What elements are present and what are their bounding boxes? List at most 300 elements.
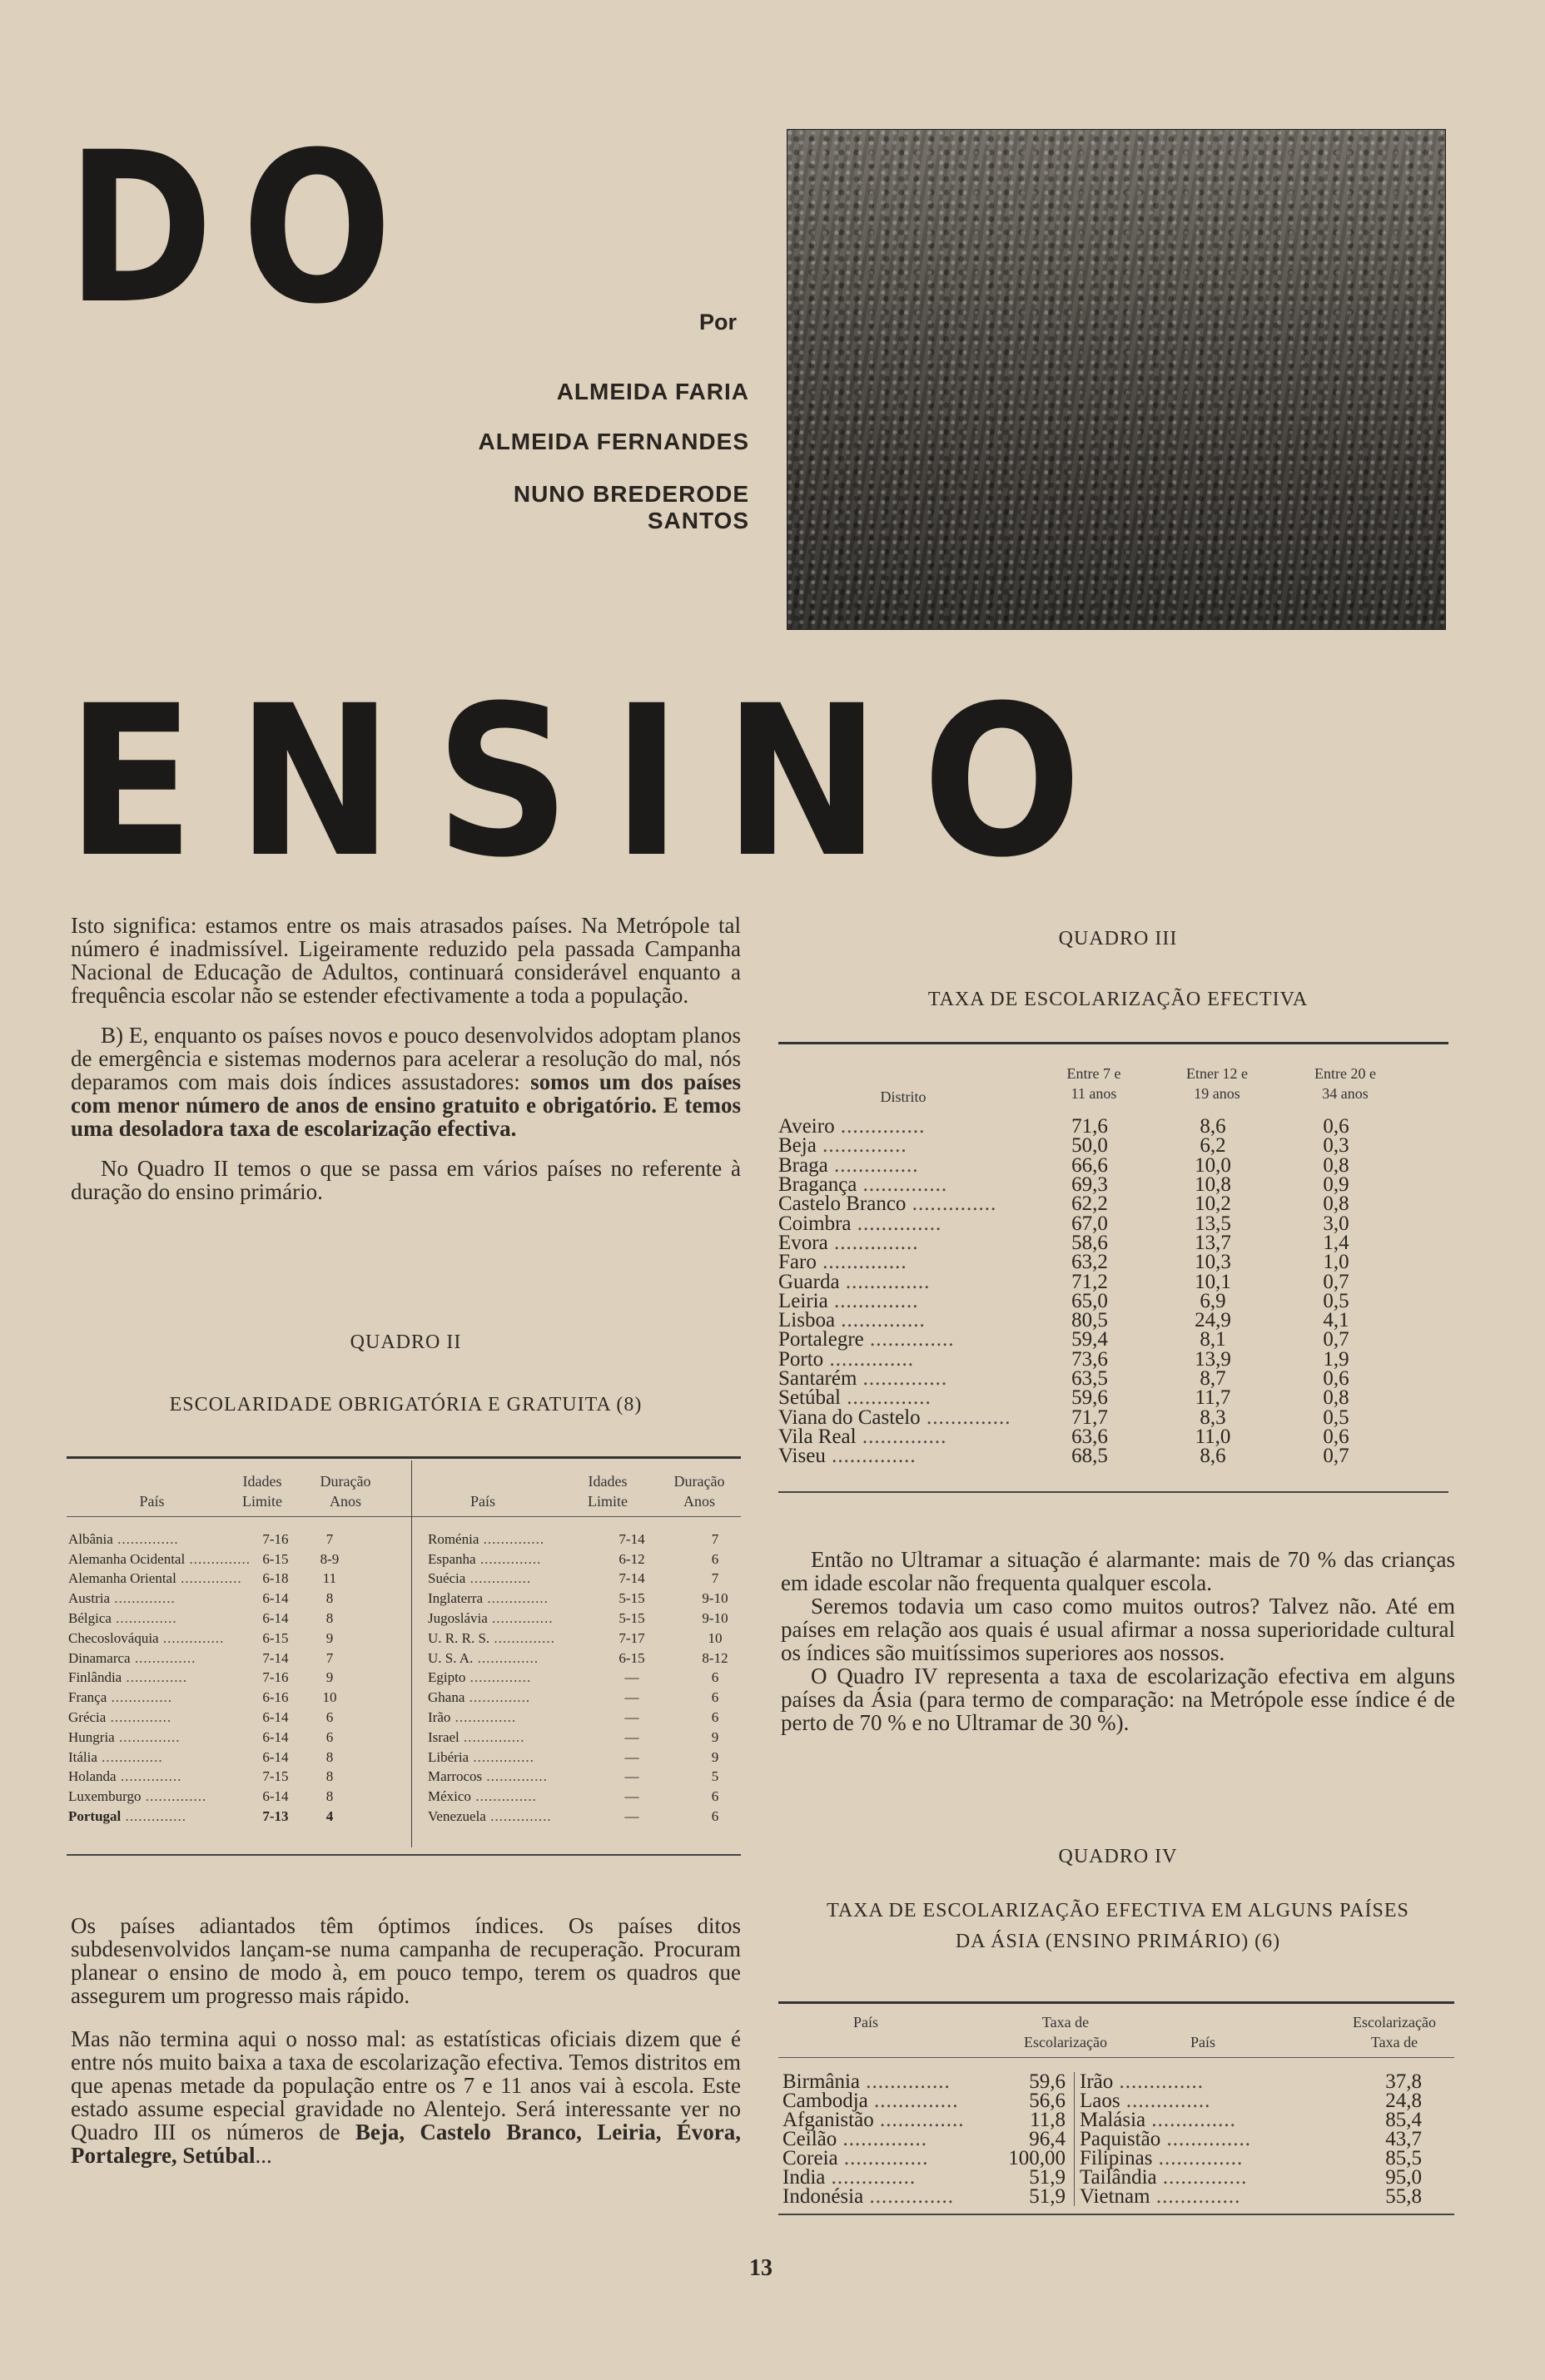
q4-country-left: Indonésia ..............	[782, 2185, 954, 2208]
q2-country-text: Libéria	[428, 1748, 469, 1765]
q2-duracao: 9	[711, 1728, 719, 1745]
q2-row	[68, 1768, 359, 1787]
q3-distrito: Leiria ..............	[778, 1289, 919, 1312]
q4-taxa-right: 24,8	[1385, 2090, 1422, 2112]
q4-taxa-right: 55,8	[1385, 2185, 1422, 2208]
q3-distrito: Lisboa ..............	[778, 1309, 926, 1332]
q2-duracao: 6	[711, 1689, 719, 1706]
q2-row	[416, 1549, 753, 1569]
q3-distrito-text: Porto	[778, 1347, 824, 1371]
q2-duracao: 6	[325, 1709, 334, 1726]
q3-distrito: Porto ..............	[778, 1347, 914, 1371]
q3-val-20-34: 0,5	[1323, 1289, 1349, 1312]
column-left-bottom	[71, 1914, 741, 2179]
q2-head-pais-right	[412, 1471, 554, 1511]
q2-limite: 7-14	[262, 1649, 289, 1666]
q2-duracao: 9	[325, 1669, 334, 1686]
q3-val-20-34: 0,3	[1323, 1134, 1349, 1158]
q3-val-20-34: 0,8	[1323, 1192, 1349, 1216]
q2-row	[416, 1787, 753, 1807]
q4-taxa-left: 59,6	[1029, 2070, 1066, 2093]
q2-row	[416, 1609, 753, 1629]
q2-duracao: 6	[325, 1728, 334, 1745]
quadro-3-label: QUADRO III	[1058, 928, 1178, 950]
q3-distrito: Santarém ..............	[778, 1367, 948, 1390]
q2-row	[68, 1668, 359, 1688]
q3-distrito: Portalegre ..............	[778, 1328, 955, 1351]
q4-taxa-left: 11,8	[1030, 2109, 1066, 2131]
q2-head-duracao-right	[658, 1471, 741, 1511]
q2-country-text: Holanda	[68, 1768, 117, 1785]
q2-country: Jugoslávia ..............	[428, 1610, 554, 1627]
q4-h-pais: País	[852, 2014, 878, 2030]
q2-limite: 6-14	[262, 1610, 289, 1627]
q2-country: Egipto ..............	[428, 1669, 532, 1686]
quadro-2-table-right	[416, 1530, 753, 1827]
q2-country: Israel ..............	[428, 1728, 525, 1745]
author-3: NUNO BREDERODE SANTOS	[513, 481, 749, 533]
q3-distrito-text: Lisboa	[778, 1309, 836, 1332]
q2-country: Checoslováquia ..............	[68, 1629, 225, 1646]
q2-row	[416, 1807, 753, 1827]
q3-row	[778, 1311, 1398, 1330]
q2-h-pais-2: País	[469, 1493, 495, 1510]
paragraph-5-end: ...	[255, 2143, 272, 2168]
q2-limite: 7-16	[262, 1669, 289, 1686]
q2-row	[68, 1589, 359, 1609]
q2-limite: 5-15	[618, 1590, 645, 1607]
q2-country-text: Bélgica	[68, 1610, 112, 1627]
q2-limite: —	[624, 1689, 639, 1706]
q3-head-c3	[1279, 1064, 1412, 1103]
q4-taxa-right: 95,0	[1385, 2166, 1422, 2189]
q4-country-right-text: Irão	[1080, 2070, 1114, 2093]
q3-val-7-11: 59,4	[1071, 1328, 1108, 1351]
q3-distrito: Setúbal ..............	[778, 1386, 931, 1410]
q2-country-text: Suécia	[428, 1570, 466, 1587]
q2-country-text: Alemanha Oriental	[68, 1570, 176, 1587]
q2-country: Finlândia ..............	[68, 1669, 187, 1686]
q2-country: Alemanha Ocidental ..............	[68, 1550, 251, 1567]
q2-row	[68, 1728, 359, 1748]
q4-taxa-right: 85,4	[1385, 2109, 1422, 2131]
q2-country-text: Espanha	[428, 1550, 476, 1567]
q3-distrito-text: Braga	[778, 1153, 828, 1177]
q3-val-20-34: 1,9	[1323, 1347, 1349, 1371]
q3-distrito: Faro ..............	[778, 1251, 907, 1274]
q3-val-20-34: 0,8	[1323, 1153, 1349, 1177]
q2-row	[68, 1807, 359, 1827]
q4-country-right: Tailândia ..............	[1075, 2168, 1251, 2187]
q2-row	[416, 1569, 753, 1589]
q3-val-20-34: 4,1	[1323, 1309, 1349, 1332]
q4-taxa-left: 100,00	[1008, 2147, 1066, 2169]
paragraph-2	[71, 1024, 741, 1140]
q4-country-right: Malásia ..............	[1075, 2110, 1251, 2130]
q3-distrito: Castelo Branco ..............	[778, 1192, 997, 1216]
q4-country-left-text: Indonésia	[782, 2185, 864, 2208]
q2-limite: 7-16	[262, 1530, 289, 1547]
q2-duracao: 8	[325, 1748, 334, 1765]
quadro-3-title: TAXA DE ESCOLARIZAÇÃO EFECTIVA	[927, 989, 1309, 1010]
q3-distrito-text: Setúbal	[778, 1386, 841, 1410]
q2-head-duracao-left	[287, 1471, 404, 1511]
q3-h-c1a: Entre 7 e	[1066, 1065, 1121, 1082]
q2-row	[416, 1589, 753, 1609]
q2-country: Alemanha Oriental ..............	[68, 1570, 242, 1587]
q2-duracao: 6	[711, 1669, 719, 1686]
q2-country-text: Israel	[428, 1728, 460, 1745]
q2-row	[68, 1530, 359, 1549]
q3-val-12-19: 13,7	[1195, 1231, 1231, 1254]
q2-row	[68, 1609, 359, 1629]
q4-h-taxa: Taxa de	[1041, 2014, 1090, 2030]
q4-country-right: Vietnam ..............	[1075, 2187, 1251, 2206]
q4-country-left: Birmânia ..............	[782, 2070, 951, 2093]
q4-h-taxa-2: Taxa de	[1370, 2034, 1418, 2050]
q2-limite: —	[624, 1808, 639, 1825]
paragraph-r3: O Quadro IV representa a taxa de escolarização efectiva em alguns países da Ásia (para termo de comparação: na Metrópole esse índice é de perto de 70 % e no Ultramar de 30 %).	[781, 1664, 1455, 1735]
q2-limite: 6-18	[262, 1570, 289, 1587]
q2-country-text: U. S. A.	[428, 1649, 474, 1666]
q3-distrito-text: Beja	[778, 1134, 817, 1158]
q2-h-limite: Limite	[242, 1493, 282, 1510]
q3-row	[778, 1233, 1398, 1252]
q4-country-right-text: Laos	[1080, 2090, 1120, 2112]
q3-distrito: Guarda ..............	[778, 1270, 931, 1293]
q4-head-taxa-right	[1332, 2012, 1457, 2052]
quadro-2-label: QUADRO II	[350, 1331, 462, 1353]
q3-distrito-text: Faro	[778, 1251, 817, 1274]
q2-country-text: Dinamarca	[68, 1649, 131, 1666]
q2-country-text: México	[428, 1788, 471, 1805]
q2-row	[416, 1768, 753, 1787]
page-number: 13	[749, 2255, 772, 2281]
q3-val-20-34: 0,7	[1323, 1445, 1349, 1468]
q2-head-limite-right	[566, 1471, 649, 1511]
author-2: ALMEIDA FERNANDES	[478, 429, 749, 454]
q3-val-12-19: 8,6	[1200, 1115, 1226, 1138]
paragraph-r2: Seremos todavia um caso como muitos outros? Talvez não. Até em países em relação aos quais é usual afirmar a nossa superioridade cultural os índices são muitíssimos superiores aos nossos.	[781, 1594, 1455, 1665]
q3-val-20-34: 3,0	[1323, 1212, 1349, 1235]
q4-h-escol: Escolarização	[1024, 2034, 1107, 2050]
q2-country-text: Hungria	[68, 1728, 115, 1745]
q3-val-12-19: 8,3	[1200, 1406, 1226, 1429]
q3-distrito-text: Leiria	[778, 1289, 828, 1312]
q2-country-text: Ghana	[428, 1689, 465, 1706]
q3-val-12-19: 8,6	[1200, 1445, 1226, 1468]
crowd-photo	[787, 129, 1446, 630]
q2-country-text: Inglaterra	[428, 1590, 484, 1607]
q2-row	[68, 1549, 359, 1569]
title-do: DO	[67, 107, 421, 350]
q3-row	[778, 1369, 1398, 1388]
q3-row	[778, 1388, 1398, 1407]
paragraph-3: No Quadro II temos o que se passa em vários países no referente à duração do ensino primário.	[71, 1156, 741, 1204]
q2-duracao: 8	[325, 1768, 334, 1785]
q2-country: U. R. R. S. ..............	[428, 1629, 555, 1646]
q2-country-text: Marrocos	[428, 1768, 483, 1785]
q4-country-left: Ceilão ..............	[782, 2128, 928, 2150]
q2-country: Suécia ..............	[428, 1570, 532, 1587]
paragraph-5-bold: Beja, Castelo Branco, Leiria, Évora, Portalegre, Setúbal	[71, 2120, 741, 2168]
q2-country: Irão ..............	[428, 1709, 517, 1726]
q3-distrito-text: Portalegre	[778, 1328, 864, 1351]
paragraph-1: Isto significa: estamos entre os mais atrasados países. Na Metrópole tal número é inadmissível. Ligeiramente reduzido pela passada Campanha Nacional de Educação de Adultos, continuará considerável enquanto a frequência escolar não se estender efectivamente a toda a população.	[71, 913, 741, 1008]
q3-val-7-11: 59,6	[1071, 1386, 1108, 1410]
q4-country-left: Coreia ..............	[782, 2147, 929, 2169]
q3-h-c2b: 19 anos	[1194, 1085, 1240, 1102]
q2-row	[416, 1748, 753, 1768]
q4-country-right-text: Filipinas	[1080, 2147, 1153, 2169]
q4-row	[782, 2168, 1422, 2187]
q4-country-left: Cambodja ..............	[782, 2090, 959, 2112]
q3-distrito: Coimbra ..............	[778, 1212, 942, 1235]
byline-por: Por	[699, 310, 738, 335]
q4-row	[782, 2149, 1422, 2168]
quadro-4-bottom-rule	[778, 2214, 1454, 2215]
quadro-3-bottom-rule	[778, 1491, 1448, 1493]
q2-h-anos: Anos	[329, 1493, 361, 1510]
q2-country: França ..............	[68, 1689, 173, 1706]
q3-distrito-text: Evora	[778, 1231, 828, 1254]
q2-duracao: 10	[708, 1629, 723, 1646]
q3-val-7-11: 80,5	[1071, 1309, 1108, 1332]
paragraph-2-text: B) E, enquanto os países novos e pouco desenvolvidos adoptam planos de emergência e sistemas modernos para acelerar a resolução do mal, nós deparamos com mais dois índices assustadores:	[71, 1023, 741, 1094]
q4-country-right: Laos ..............	[1075, 2091, 1251, 2110]
quadro-2-title: ESCOLARIDADE OBRIGATÓRIA E GRATUITA (8)	[169, 1394, 643, 1416]
q3-val-7-11: 71,7	[1071, 1406, 1108, 1429]
q2-country: Austria ..............	[68, 1590, 176, 1607]
q3-row	[778, 1117, 1398, 1136]
q3-val-12-19: 10,8	[1195, 1173, 1231, 1197]
q2-country: Roménia ..............	[428, 1530, 545, 1547]
q4-head-pais-right	[1136, 2012, 1269, 2052]
q2-h-pais: País	[139, 1493, 165, 1510]
q2-limite: —	[624, 1728, 639, 1745]
q4-country-right: Filipinas ..............	[1075, 2149, 1251, 2168]
q3-row	[778, 1194, 1398, 1213]
q2-duracao: 11	[322, 1570, 337, 1587]
quadro-4-top-rule	[778, 2001, 1454, 2004]
q2-row	[68, 1748, 359, 1768]
q3-distrito: Bragança ..............	[778, 1173, 948, 1197]
q4-country-left: Afganistão ..............	[782, 2109, 965, 2131]
q4-row	[782, 2072, 1422, 2091]
q4-h-pais-2: País	[1190, 2034, 1215, 2050]
q3-val-12-19: 10,3	[1195, 1251, 1231, 1274]
q3-distrito-text: Castelo Branco	[778, 1192, 907, 1216]
q2-duracao: 8	[325, 1590, 334, 1607]
q3-val-12-19: 10,2	[1195, 1192, 1231, 1216]
q3-val-12-19: 11,7	[1195, 1386, 1231, 1410]
q2-duracao: 8-12	[702, 1649, 728, 1666]
q3-val-12-19: 24,9	[1195, 1309, 1231, 1332]
q3-val-20-34: 0,8	[1323, 1386, 1349, 1410]
q3-val-7-11: 71,2	[1071, 1270, 1108, 1293]
q2-duracao: 8	[325, 1610, 334, 1627]
author-1: ALMEIDA FARIA	[556, 379, 749, 404]
q2-limite: 6-16	[262, 1689, 289, 1706]
q2-limite: —	[624, 1788, 639, 1805]
q2-row	[416, 1728, 753, 1748]
q2-row	[416, 1668, 753, 1688]
quadro-2-divider	[411, 1460, 412, 1847]
q3-h-c1b: 11 anos	[1071, 1085, 1117, 1102]
q2-row	[416, 1649, 753, 1668]
q2-duracao: 4	[325, 1808, 334, 1825]
q2-h-anos-2: Anos	[683, 1493, 715, 1510]
q2-country-text: Luxemburgo	[68, 1788, 142, 1805]
quadro-2-table-left	[68, 1530, 359, 1827]
q2-duracao: 9	[325, 1629, 334, 1646]
q4-country-left-text: Ceilão	[782, 2128, 837, 2150]
q4-taxa-right: 85,5	[1385, 2147, 1422, 2169]
q2-limite: 6-14	[262, 1748, 289, 1765]
quadro-2-bottom-rule	[67, 1854, 741, 1856]
q2-country-text: Alemanha Ocidental	[68, 1550, 186, 1567]
q2-duracao: 9-10	[702, 1590, 728, 1607]
q4-row	[782, 2110, 1422, 2130]
q2-h-idades: Idades	[242, 1473, 282, 1490]
q3-val-20-34: 0,5	[1323, 1406, 1349, 1429]
q2-country-text: Portugal	[68, 1808, 122, 1825]
q2-limite: 6-14	[262, 1590, 289, 1607]
q3-val-20-34: 1,4	[1323, 1231, 1349, 1254]
quadro-2-top-rule	[67, 1456, 741, 1459]
q4-country-right-text: Malásia	[1080, 2109, 1146, 2131]
q3-distrito: Aveiro ..............	[778, 1115, 926, 1138]
q2-row	[416, 1688, 753, 1708]
q3-distrito: Vila Real ..............	[778, 1425, 947, 1448]
q3-val-12-19: 8,1	[1200, 1328, 1226, 1351]
q2-country-text: França	[68, 1689, 107, 1706]
q3-distrito-text: Bragança	[778, 1173, 857, 1197]
q2-duracao: 6	[711, 1808, 719, 1825]
q2-row	[416, 1530, 753, 1549]
q3-row	[778, 1446, 1398, 1465]
quadro-2-head-rule	[67, 1516, 741, 1517]
q2-country-text: Grécia	[68, 1709, 107, 1726]
q3-val-12-19: 11,0	[1195, 1425, 1231, 1448]
q3-val-7-11: 62,2	[1071, 1192, 1108, 1216]
q2-limite: 7-13	[262, 1808, 289, 1825]
q2-row	[68, 1708, 359, 1728]
q2-limite: 6-15	[262, 1550, 289, 1567]
q2-limite: 6-12	[618, 1550, 645, 1567]
q2-limite: 7-14	[618, 1530, 645, 1547]
q2-country: Holanda ..............	[68, 1768, 182, 1785]
q4-head-taxa-left	[1003, 2012, 1128, 2052]
q4-taxa-right: 37,8	[1385, 2070, 1422, 2093]
q3-head-distrito	[778, 1067, 1028, 1107]
q2-limite: —	[624, 1748, 639, 1765]
q2-duracao: 8	[325, 1788, 334, 1805]
q2-country-text: Jugoslávia	[428, 1610, 488, 1627]
paragraph-5	[71, 2027, 741, 2167]
q2-country: Marrocos ..............	[428, 1768, 548, 1785]
q3-val-7-11: 63,2	[1071, 1251, 1108, 1274]
column-right-text	[781, 1548, 1455, 1746]
paragraph-r1: Então no Ultramar a situação é alarmante: mais de 70 % das crianças em idade escolar não frequenta qualquer escola.	[781, 1547, 1455, 1595]
q2-country: Hungria ..............	[68, 1728, 181, 1745]
q3-distrito: Viseu ..............	[778, 1445, 917, 1468]
q3-head-c2	[1155, 1064, 1279, 1103]
q2-duracao: 6	[711, 1709, 719, 1726]
q4-country-left: India ..............	[782, 2166, 917, 2189]
q4-country-right-text: Paquistão	[1080, 2128, 1161, 2150]
q2-row	[68, 1649, 359, 1668]
q3-row	[778, 1427, 1398, 1446]
q3-val-20-34: 0,6	[1323, 1367, 1349, 1390]
q3-val-7-11: 63,5	[1071, 1367, 1108, 1390]
q3-val-7-11: 50,0	[1071, 1134, 1108, 1158]
q3-row	[778, 1292, 1398, 1311]
q4-country-left-text: Afganistão	[782, 2109, 874, 2131]
q4-taxa-left: 51,9	[1029, 2166, 1066, 2189]
q3-head-c1	[1032, 1064, 1155, 1103]
q3-distrito: Viana do Castelo ..............	[778, 1406, 1011, 1429]
q2-limite: 6-14	[262, 1788, 289, 1805]
q3-distrito-text: Vila Real	[778, 1425, 857, 1448]
q2-country: Venezuela ..............	[428, 1808, 552, 1825]
q4-taxa-left: 96,4	[1029, 2128, 1066, 2150]
q2-country: Albânia ..............	[68, 1530, 179, 1547]
q3-distrito: Evora ..............	[778, 1231, 919, 1254]
quadro-4-head-rule	[778, 2057, 1454, 2058]
q2-country: Libéria ..............	[428, 1748, 534, 1765]
q4-row	[782, 2130, 1422, 2149]
q4-taxa-left: 56,6	[1029, 2090, 1066, 2112]
q2-row	[68, 1569, 359, 1589]
q4-country-left-text: Cambodja	[782, 2090, 868, 2112]
q4-country-left-text: Coreia	[782, 2147, 838, 2169]
q3-val-12-19: 13,5	[1195, 1212, 1231, 1235]
q2-country: Luxemburgo ..............	[68, 1788, 207, 1805]
q3-row	[778, 1156, 1398, 1175]
q2-country: Ghana ..............	[428, 1689, 531, 1706]
quadro-3-top-rule	[778, 1042, 1448, 1044]
q2-country: Inglaterra ..............	[428, 1590, 549, 1607]
q3-distrito: Beja ..............	[778, 1134, 907, 1158]
q3-row	[778, 1213, 1398, 1232]
q2-country: Bélgica ..............	[68, 1610, 177, 1627]
q2-row	[416, 1629, 753, 1649]
q2-duracao: 6	[711, 1550, 719, 1567]
q3-val-20-34: 0,6	[1323, 1115, 1349, 1138]
q3-row	[778, 1175, 1398, 1194]
quadro-4-label: QUADRO IV	[1058, 1846, 1178, 1867]
q2-head-pais-left	[67, 1471, 237, 1511]
q2-country-text: Roménia	[428, 1530, 479, 1547]
q3-h-c3b: 34 anos	[1322, 1085, 1369, 1102]
q2-duracao: 6	[711, 1788, 719, 1805]
q2-limite: —	[624, 1709, 639, 1726]
q2-head-limite-left	[237, 1471, 287, 1511]
q2-country-text: Egipto	[428, 1669, 466, 1686]
q2-country-text: U. R. R. S.	[428, 1629, 490, 1646]
q3-distrito-text: Guarda	[778, 1270, 840, 1293]
q3-distrito-text: Coimbra	[778, 1212, 852, 1235]
q2-limite: 7-15	[262, 1768, 289, 1785]
q2-limite: 5-15	[618, 1610, 645, 1627]
q3-h-distrito: Distrito	[880, 1088, 927, 1105]
q2-country: Portugal ..............	[68, 1808, 187, 1825]
q4-country-right-text: Vietnam	[1080, 2185, 1150, 2208]
q3-distrito: Braga ..............	[778, 1153, 919, 1177]
q3-val-12-19: 8,7	[1200, 1367, 1226, 1390]
q4-head-pais-left	[778, 2012, 953, 2032]
